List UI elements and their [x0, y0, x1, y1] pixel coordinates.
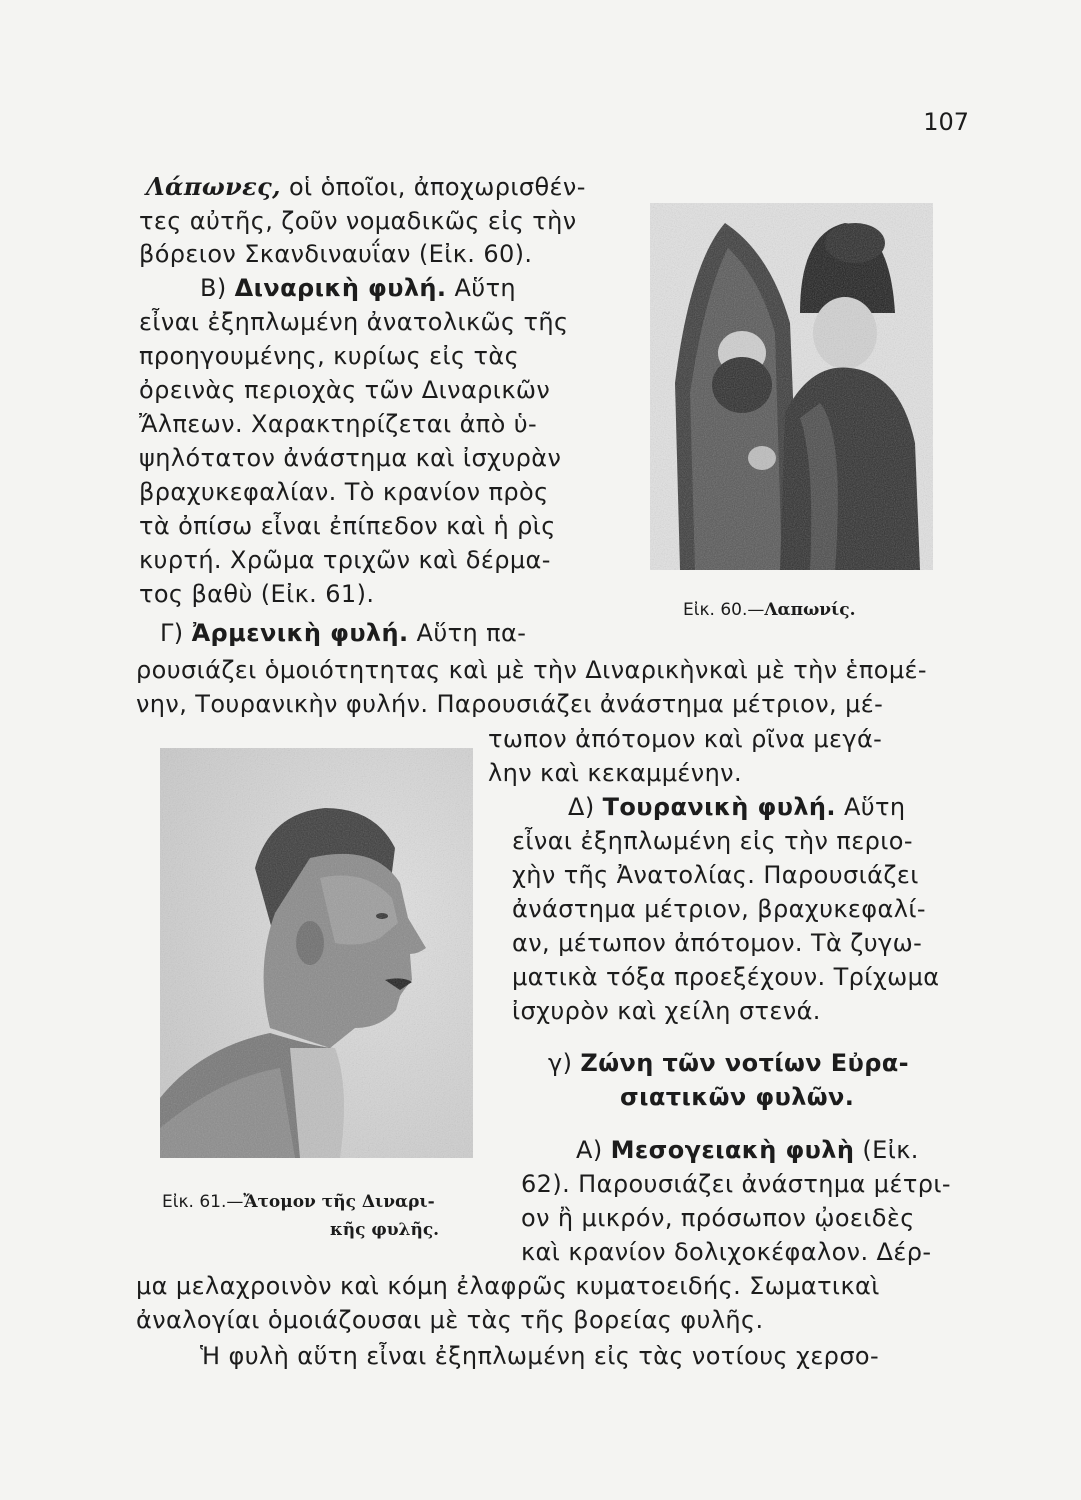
- text-line-19: Δ) Τουρανικὴ φυλή. Αὕτη: [568, 793, 906, 821]
- section-heading-line-2: σιατικῶν φυλῶν.: [620, 1083, 855, 1111]
- text-line-1: Λάπωνες, οἱ ὁποῖοι, ἀποχωρισθέν-: [146, 172, 586, 201]
- text-line-24: ματικὰ τόξα προεξέχουν. Τρίχωμα: [512, 963, 940, 991]
- text-line-29: 62). Παρουσιάζει ἀνάστημα μέτρι-: [521, 1170, 951, 1198]
- text-line-5: εἶναι ἐξηπλωμένη ἀνατολικῶς τῆς: [139, 308, 569, 336]
- text-line-33: ἀναλογίαι ὁμοιάζουσαι μὲ τὰς τῆς βορείας φυλῆς.: [136, 1306, 764, 1334]
- text-line-3: βόρειον Σκανδιναυΐαν (Εἰκ. 60).: [139, 240, 533, 268]
- text-line-16: νην, Τουρανικὴν φυλήν. Παρουσιάζει ἀνάστημα μέτριον, μέ-: [136, 690, 884, 718]
- text-line-10: βραχυκεφαλίαν. Τὸ κρανίον πρὸς: [139, 478, 549, 506]
- text-line-11: τὰ ὀπίσω εἶναι ἐπίπεδον καὶ ἡ ρὶς: [139, 512, 556, 540]
- figure-61-photo: [160, 748, 473, 1158]
- lapp-mother-child-image: [650, 203, 933, 570]
- text-line-8: Ἄλπεων. Χαρακτηρίζεται ἀπὸ ὑ-: [139, 410, 538, 438]
- text-line-13: τος βαθὺ (Εἰκ. 61).: [139, 580, 375, 608]
- text-line-7: ὀρεινὰς περιοχὰς τῶν Διναρικῶν: [139, 376, 551, 404]
- section-heading-line-1: γ) Ζώνη τῶν νοτίων Εὐρα-: [548, 1049, 910, 1077]
- text-line-12: κυρτή. Χρῶμα τριχῶν καὶ δέρμα-: [139, 546, 551, 574]
- text-line-34: Ἡ φυλὴ αὕτη εἶναι ἐξηπλωμένη εἰς τὰς νοτίους χερσο-: [200, 1342, 880, 1370]
- text-line-23: αν, μέτωπον ἀπότομον. Τὰ ζυγω-: [512, 929, 923, 957]
- text-line-6: προηγουμένης, κυρίως εἰς τὰς: [139, 342, 520, 370]
- text-line-31: καὶ κρανίον δολιχοκέφαλον. Δέρ-: [521, 1238, 932, 1266]
- text-line-32: μα μελαχροινὸν καὶ κόμη ἐλαφρῶς κυματοειδής. Σωματικαὶ: [136, 1272, 880, 1300]
- text-line-2: τες αὐτῆς, ζοῦν νομαδικῶς εἰς τὴν: [139, 207, 577, 235]
- text-line-22: ἀνάστημα μέτριον, βραχυκεφαλί-: [512, 895, 926, 923]
- text-line-14: Γ) Ἀρμενικὴ φυλή. Αὕτη πα-: [160, 619, 527, 647]
- text-line-28: Α) Μεσογειακὴ φυλὴ (Εἰκ.: [576, 1136, 919, 1164]
- text-line-4: Β) Διναρικὴ φυλή. Αὕτη: [200, 274, 517, 302]
- figure-61-caption-line-1: Εἰκ. 61.—Ἄτομον τῆς Διναρι-: [162, 1192, 435, 1212]
- text-line-30: ον ἢ μικρόν, πρόσωπον ᾠοειδὲς: [521, 1204, 915, 1232]
- text-line-17: τωπον ἀπότομον καὶ ρῖνα μεγά-: [488, 725, 883, 753]
- text-line-21: χὴν τῆς Ἀνατολίας. Παρουσιάζει: [512, 861, 919, 889]
- text-line-20: εἶναι ἐξηπλωμένη εἰς τὴν περιο-: [512, 827, 913, 855]
- text-line-25: ἰσχυρὸν καὶ χείλη στενά.: [512, 997, 821, 1025]
- text-line-9: ψηλότατον ἀνάστημα καὶ ἰσχυρὰν: [139, 444, 562, 472]
- figure-60-caption: Εἰκ. 60.—Λαπωνίς.: [683, 600, 856, 620]
- figure-60-photo: [650, 203, 933, 570]
- text-line-18: λην καὶ κεκαμμένην.: [488, 759, 743, 787]
- figure-61-caption-line-2: κῆς φυλῆς.: [330, 1220, 440, 1240]
- man-profile-image: [160, 748, 473, 1158]
- text-line-15: ρουσιάζει ὁμοιότητητας καὶ μὲ τὴν Διναρικὴνκαὶ μὲ τὴν ἑπομέ-: [136, 656, 927, 684]
- page-number: 107: [923, 108, 969, 136]
